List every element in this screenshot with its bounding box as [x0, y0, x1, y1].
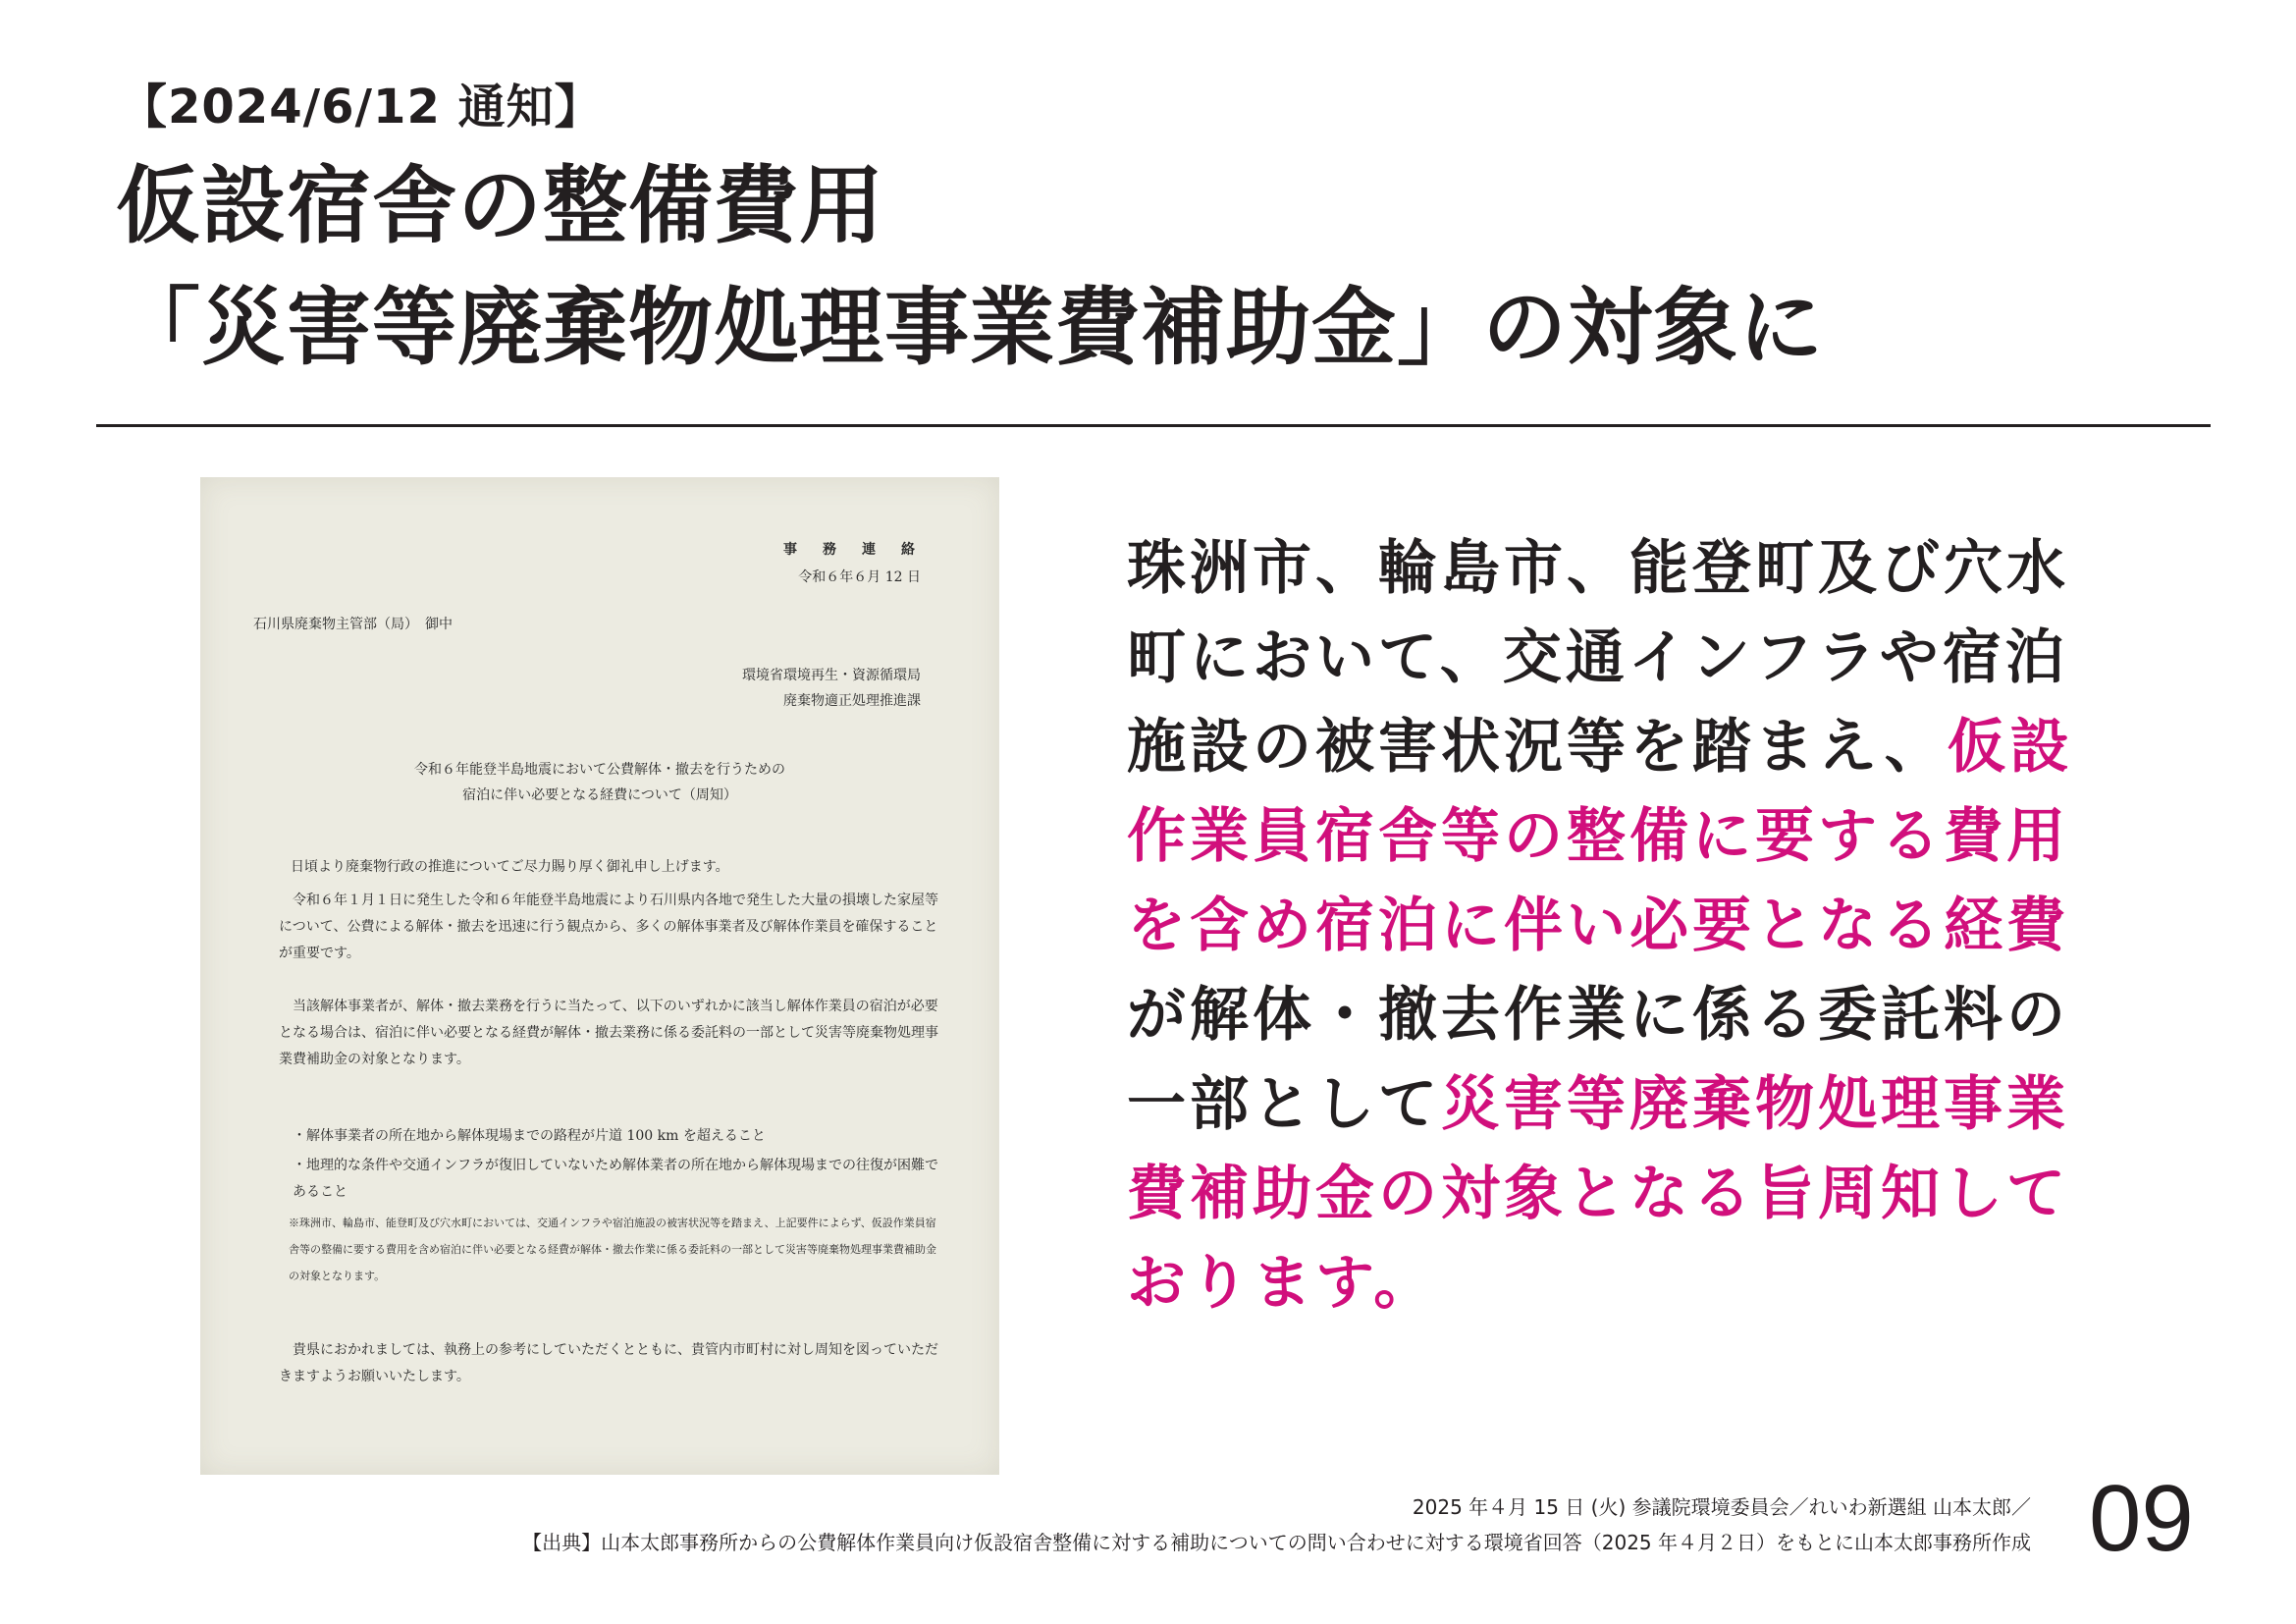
body-segment-1: 珠洲市、輪島市、能登町及び穴水町において、交通インフラや宿泊施設の被害状況等を踏まえ、: [1127, 534, 2069, 782]
page-number: 09: [2089, 1466, 2194, 1571]
doc-paragraph-2: 令和６年１月１日に発生した令和６年能登半島地震により石川県内各地で発生した大量の損壊した家屋等について、公費による解体・撤去を迅速に行う観点から、多くの解体事業者及び解体作業員を確保することが重要です。: [279, 893, 938, 961]
doc-recipient: 石川県廃棄物主管部（局） 御中: [253, 617, 453, 632]
body-segment-2: が解体・撤去作業に係る委託料の一部として: [1127, 981, 2069, 1139]
doc-sender-2: 廃棄物適正処理推進課: [783, 693, 921, 709]
body-highlight-2: 災害等廃棄物処理事業費補助金の対象となる旨周知しております。: [1127, 1070, 2069, 1318]
title-line-1: 仮設宿舎の整備費用: [116, 157, 884, 255]
doc-bullet-2: ・地理的な条件や交通インフラが復旧していないため解体業者の所在地から解体現場までの往復が困難であること: [293, 1158, 938, 1200]
doc-subject-2: 宿泊に伴い必要となる経費について（周知）: [462, 787, 737, 803]
footer-event: 2025 年４月 15 日 (火) 参議院環境委員会／れいわ新選組 山本太郎／: [1412, 1495, 2031, 1519]
doc-bullet-1: ・解体事業者の所在地から解体現場までの路程が片道 100 km を超えること: [293, 1128, 766, 1144]
doc-closing: 貴県におかれましては、執務上の参考にしていただくとともに、貴管内市町村に対し周知を図っていただきますようお願いいたします。: [279, 1342, 938, 1384]
doc-sender-1: 環境省環境再生・資源循環局: [742, 668, 921, 683]
doc-subject-1: 令和６年能登半島地震において公費解体・撤去を行うための: [414, 762, 785, 778]
body-text: [1127, 524, 2118, 1328]
title-line-2: 「災害等廃棄物処理事業費補助金」の対象に: [116, 279, 1824, 377]
doc-paragraph-3: 当該解体事業者が、解体・撤去業務を行うに当たって、以下のいずれかに該当し解体作業員の宿泊が必要となる場合は、宿泊に伴い必要となる経費が解体・撤去業務に係る委託料の一部として災害等廃棄物処理事業費補助金の対象となります。: [279, 999, 938, 1067]
footer-source: 【出典】山本太郎事務所からの公費解体作業員向け仮設宿舎整備に対する補助についての問い合わせに対する環境省回答（2025 年４月２日）をもとに山本太郎事務所作成: [522, 1531, 2031, 1554]
doc-date: 令和６年６月 12 日: [798, 569, 921, 585]
scanned-document: [200, 477, 999, 1475]
notice-date: 【2024/6/12 通知】: [120, 80, 603, 135]
doc-paragraph-1: 日頃より廃棄物行政の推進についてご尽力賜り厚く御礼申し上げます。: [291, 859, 729, 875]
body-highlight-1: 仮設作業員宿舎等の整備に要する費用を含め宿泊に伴い必要となる経費: [1127, 713, 2073, 960]
slide-title: [116, 145, 1824, 389]
doc-type: 事 務 連 絡: [783, 542, 921, 558]
title-divider: [96, 424, 2211, 427]
doc-note: ※珠洲市、輪島市、能登町及び穴水町においては、交通インフラや宿泊施設の被害状況等を踏まえ、上記要件によらず、仮設作業員宿舎等の整備に要する費用を含め宿泊に伴い必要となる経費が解体・撤去作業に係る委託料の一部として災害等廃棄物処理事業費補助金の対象となります。: [289, 1217, 936, 1282]
